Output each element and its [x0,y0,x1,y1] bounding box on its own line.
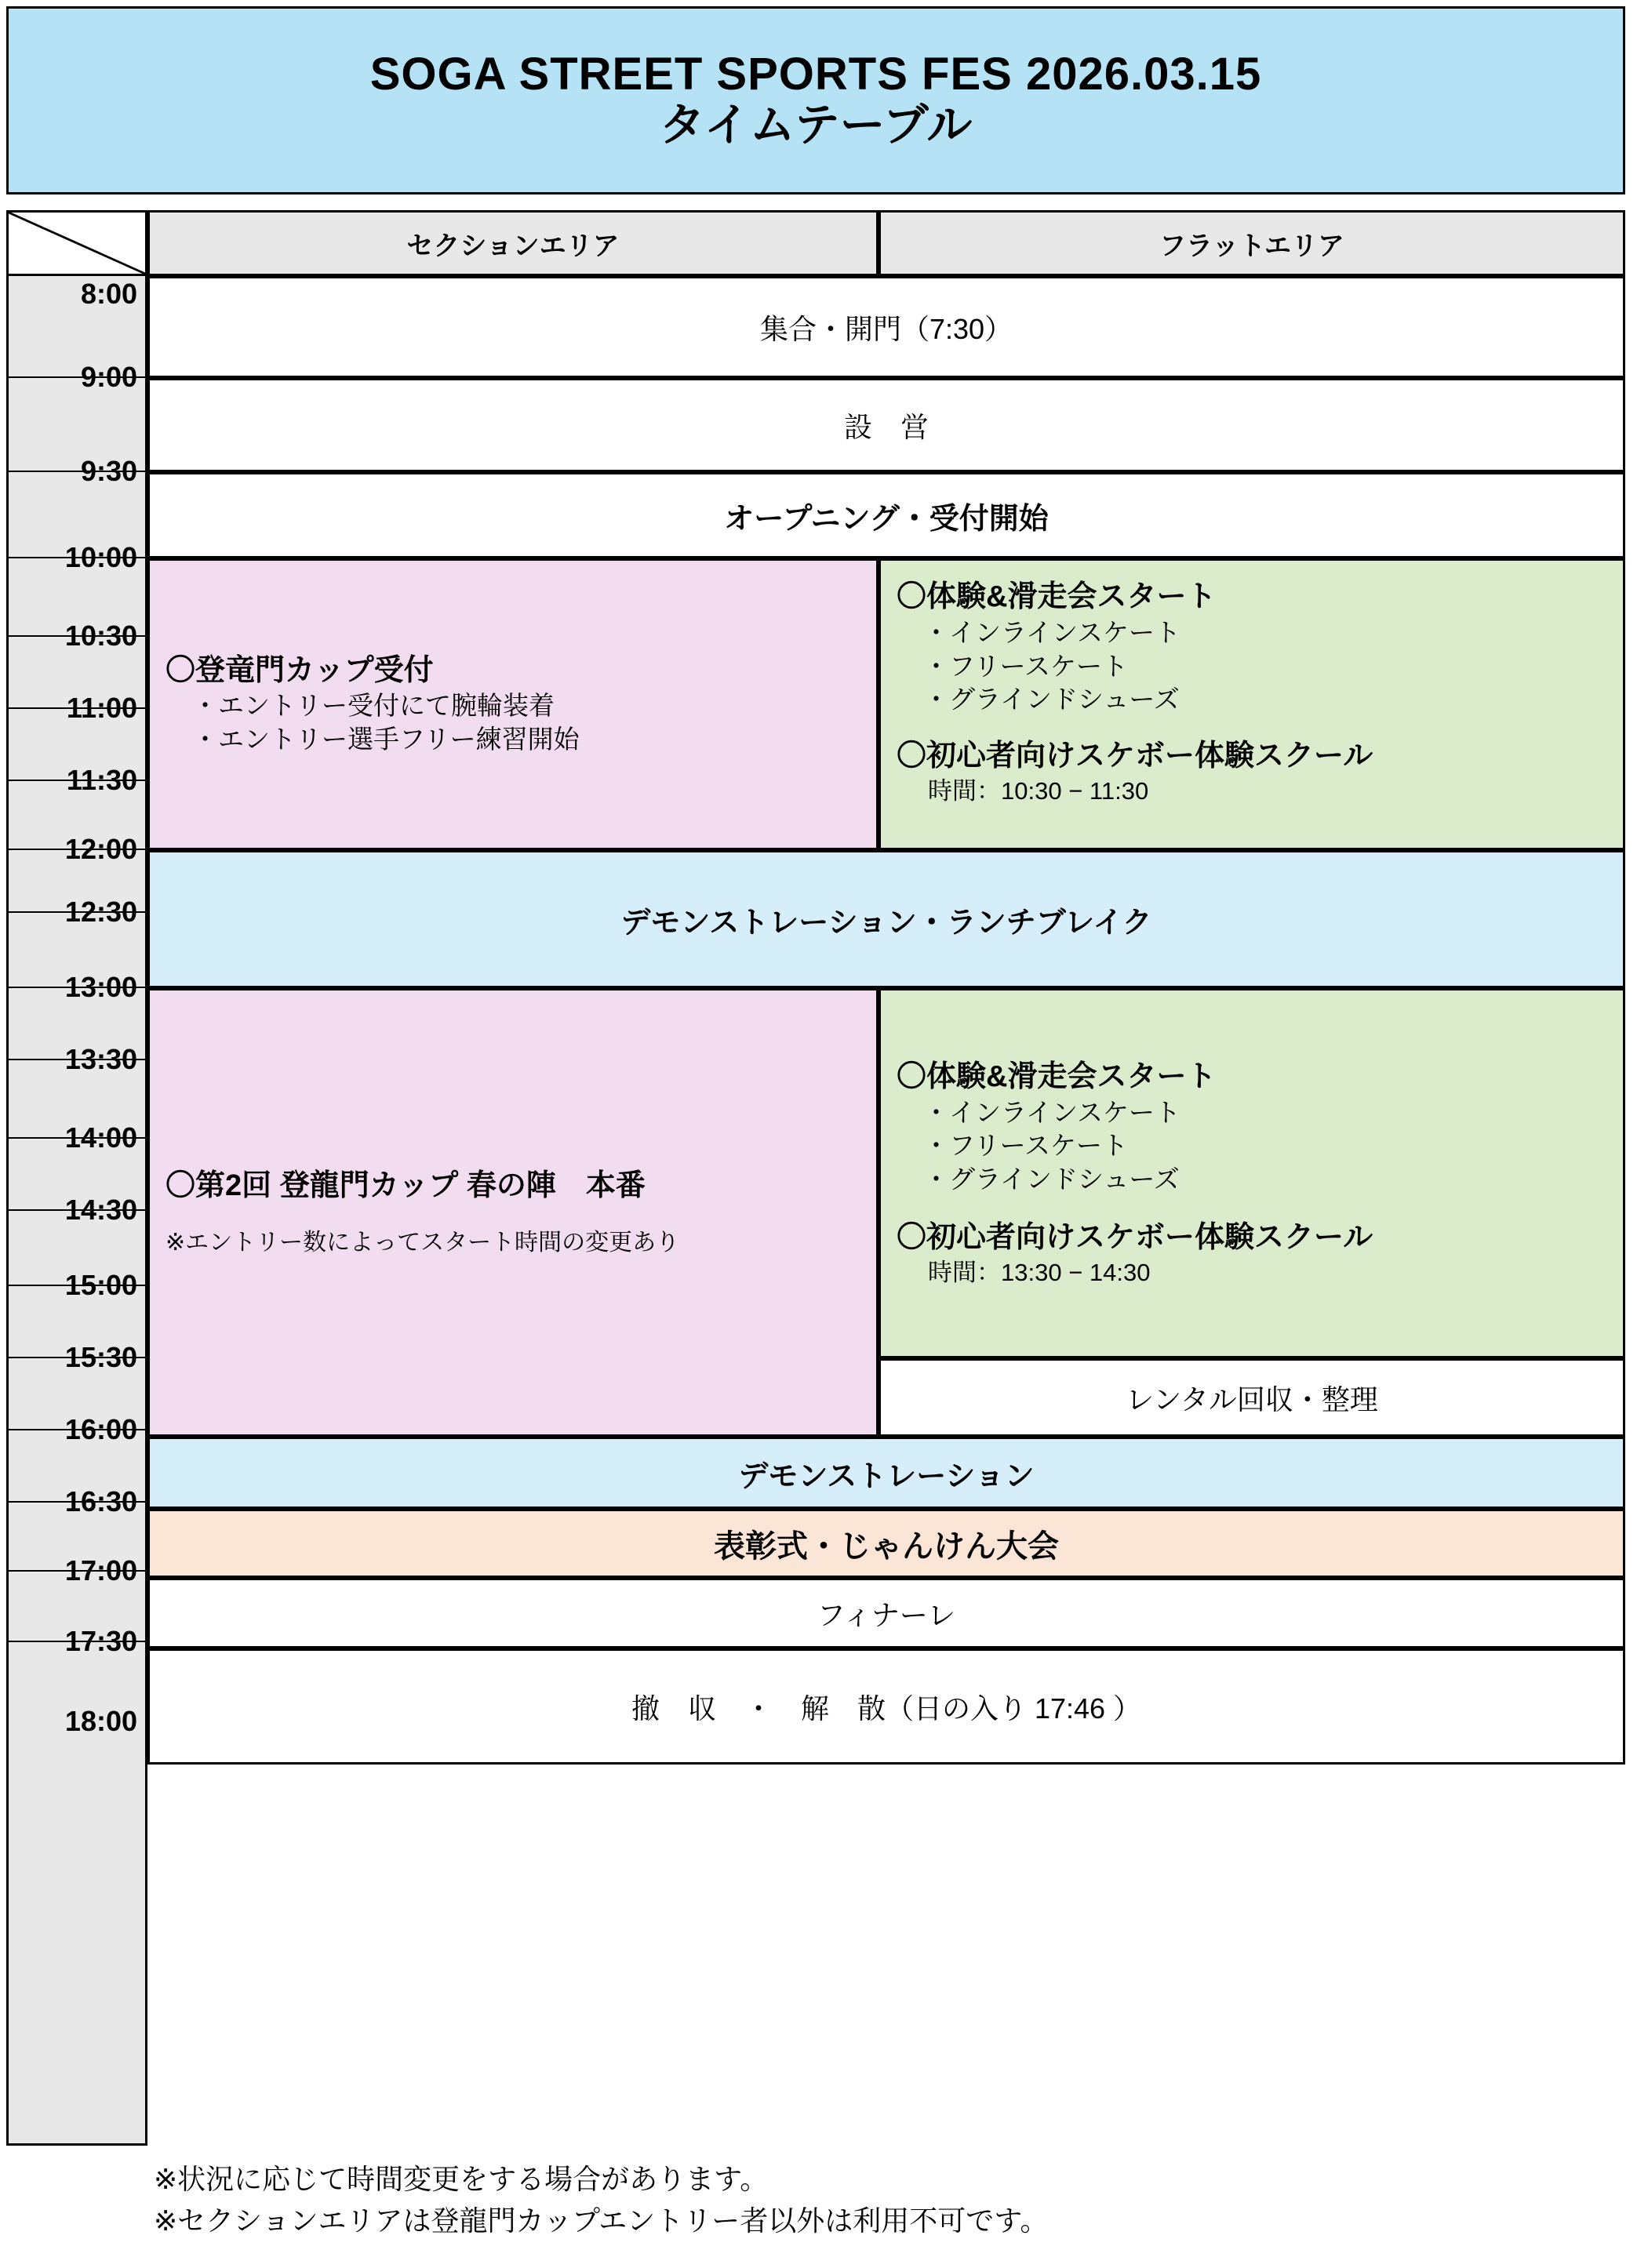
time-label: 12:00 [9,850,145,913]
time-label: 9:30 [9,472,145,558]
afternoon-section-block [147,988,879,1437]
row-award [147,1509,1625,1578]
row-award-label: 表彰式・じゃんけん大会 [714,1528,1059,1564]
time-label: 18:00 [64,1705,137,1737]
title-line-1: SOGA STREET SPORTS FES 2026.03.15 [369,49,1262,100]
row-gather [147,276,1625,378]
row-opening [147,472,1625,558]
row-setup [147,378,1625,472]
morning-section-head: 〇登竜門カップ受付 [166,653,434,687]
time-label: 13:00 [9,988,145,1060]
time-label: 17:30 [64,1625,137,1657]
time-label: 10:00 [9,558,145,637]
row-lunch-label: デモンストレーション・ランチブレイク [620,906,1152,940]
time-label: 10:30 [9,637,145,709]
morning-flat-head-2: 〇初心者向けスケボー体験スクール [897,740,1373,773]
time-label: 9:00 [9,378,145,472]
time-label: 14:00 [9,1139,145,1211]
row-opening-label: オープニング・受付開始 [724,502,1049,536]
diagonal-line-icon [9,213,145,274]
title-line-2: タイムテーブル [659,100,973,151]
morning-section-block [147,558,879,850]
morning-flat-item: ・グラインドシューズ [923,685,1180,714]
time-label: 15:00 [9,1286,145,1358]
morning-flat-block [879,558,1625,850]
morning-flat-item: ・フリースケート [923,651,1129,681]
morning-section-item: ・エントリー受付にて腕輪装着 [192,691,555,721]
row-setup-label: 設 営 [843,410,929,443]
time-axis [6,276,147,2146]
afternoon-section-note: ※エントリー数によってスタート時間の変更あり [166,1229,680,1256]
row-rental-label: レンタル回収・整理 [1126,1383,1378,1416]
time-label: 16:00 [9,1430,145,1503]
time-label: 17:00 [9,1572,145,1642]
time-label: 16:30 [9,1503,145,1572]
morning-section-item: ・エントリー選手フリー練習開始 [192,725,580,754]
afternoon-section-head: 〇第2回 登龍門カップ 春の陣 本番 [166,1169,646,1203]
time-label: 11:00 [9,709,145,781]
row-demo [147,1437,1625,1509]
afternoon-flat-item: ・インラインスケート [923,1097,1181,1127]
time-label: 8:00 [9,276,145,378]
time-label: 12:30 [9,913,145,988]
column-header-flat-area: フラットエリア [879,210,1625,276]
row-lunch [147,850,1625,988]
row-finale-label: フィナーレ [817,1598,956,1631]
morning-flat-time: 時間：10:30 − 11:30 [928,776,1149,805]
time-label: 11:30 [9,781,145,850]
afternoon-flat-item: ・フリースケート [923,1131,1129,1161]
afternoon-flat-block [879,988,1625,1358]
morning-flat-item: ・インラインスケート [923,617,1181,647]
afternoon-flat-item: ・グラインドシューズ [923,1165,1180,1194]
page-title [6,6,1625,194]
row-rental [879,1358,1625,1437]
afternoon-flat-time: 時間：13:30 − 14:30 [928,1258,1151,1286]
footer-notes [154,2158,1487,2242]
row-gather-label: 集合・開門（7:30） [759,312,1013,345]
row-finale [147,1578,1625,1648]
row-closing-label: 撤 収 ・ 解 散（日の入り 17:46 ） [631,1692,1142,1725]
footer-note-2: ※セクションエリアは登龍門カップエントリー者以外は利用不可です。 [154,2204,1049,2237]
column-header-section-area: セクションエリア [147,210,879,276]
row-demo-label: デモンストレーション [738,1459,1035,1493]
footer-note-1: ※状況に応じて時間変更をする場合があります。 [154,2163,769,2195]
time-label: 14:30 [9,1211,145,1286]
row-closing [147,1648,1625,1765]
time-label: 13:30 [9,1060,145,1139]
morning-flat-head-1: 〇体験&滑走会スタート [897,580,1217,613]
corner-cell [6,210,147,276]
afternoon-flat-head-2: 〇初心者向けスケボー体験スクール [897,1221,1373,1255]
time-label: 15:30 [9,1358,145,1430]
afternoon-flat-head-1: 〇体験&滑走会スタート [897,1059,1217,1093]
